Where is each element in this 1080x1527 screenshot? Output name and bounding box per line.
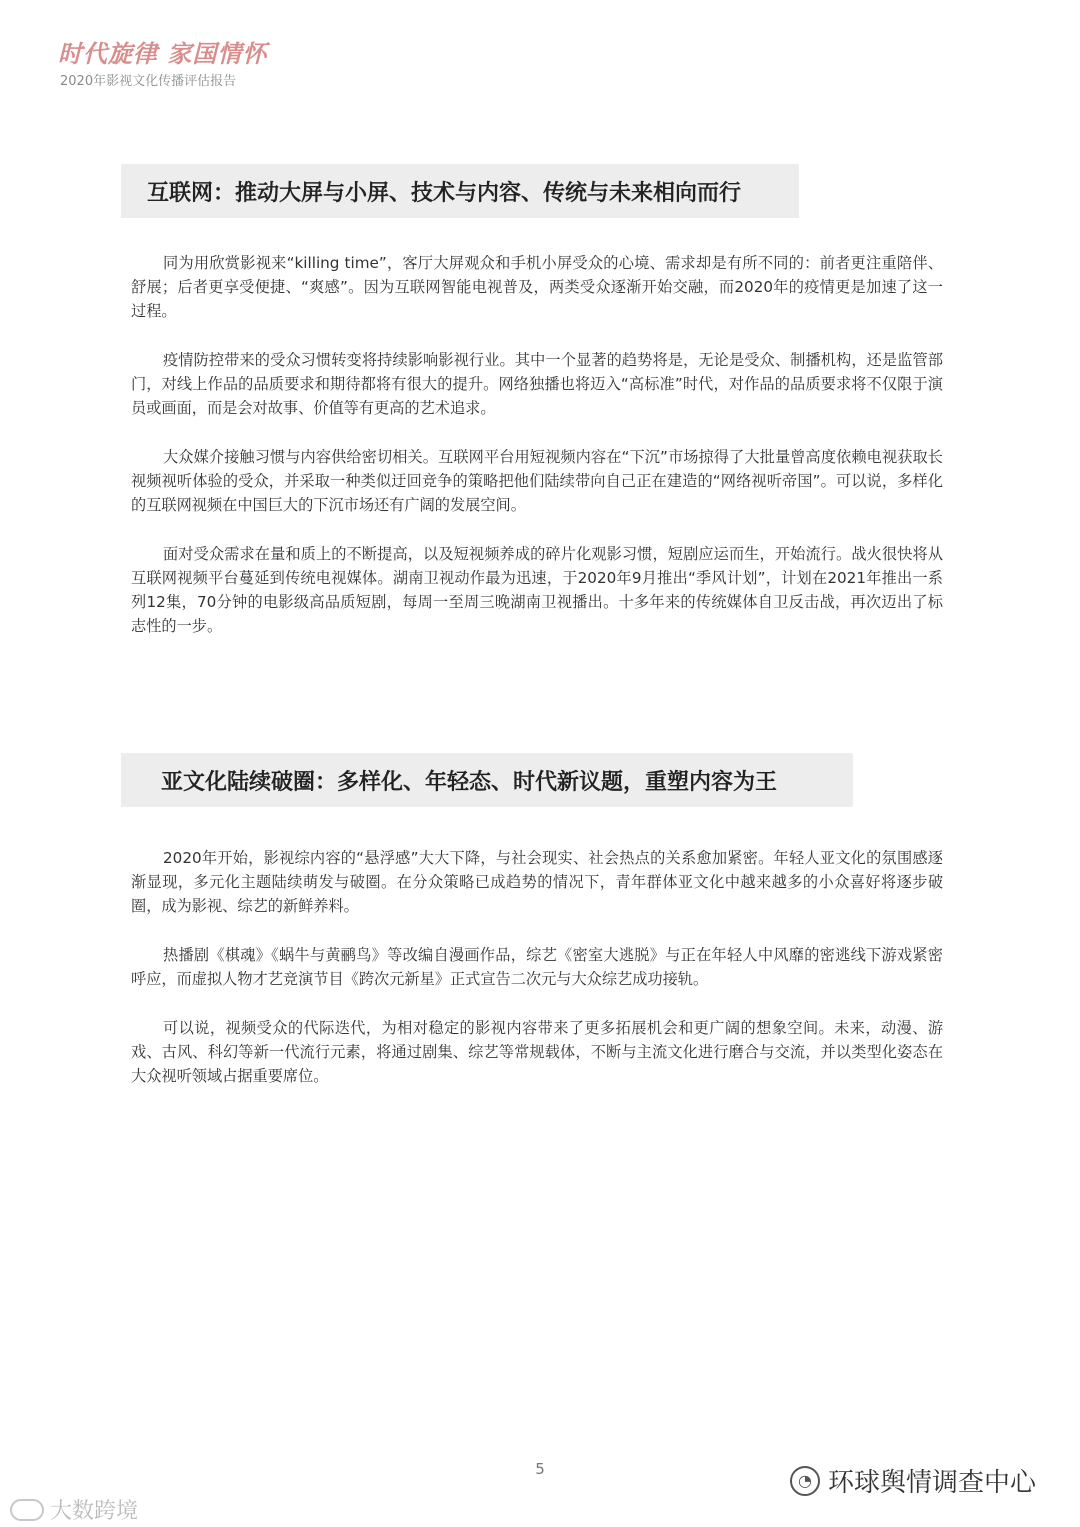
paragraph: 2020年开始，影视综内容的“悬浮感”大大下降，与社会现实、社会热点的关系愈加紧密。年轻人亚文化的氛围感逐渐显现，多元化主题陆续萌发与破圈。在分众策略已成趋势的情况下，青年群体亚文化中越来越多的小众喜好将逐步破圈，成为影视、综艺的新鲜养料。 <box>131 849 943 915</box>
paragraph: 面对受众需求在量和质上的不断提高，以及短视频养成的碎片化观影习惯，短剧应运而生，开始流行。战火很快将从互联网视频平台蔓延到传统电视媒体。湖南卫视动作最为迅速，于2020年9月推出“季风计划”，计划在2021年推出一系列12集，70分钟的电影级高品质短剧，每周一至周三晚湖南卫视播出。十多年来的传统媒体自卫反击战，再次迈出了标志性的一步。 <box>131 545 943 635</box>
page-number: 5 <box>535 1460 545 1478</box>
watermark-right-text: 环球舆情调查中心 <box>828 1468 1037 1498</box>
section-title: 亚文化陆续破圈：多样化、年轻态、时代新议题，重塑内容为王 <box>121 753 853 807</box>
brand-logo-icon <box>10 1499 44 1521</box>
watermark-right <box>790 1462 1036 1499</box>
watermark-left-text: 大数跨境 <box>50 1499 139 1524</box>
header-subtitle: 2020年影视文化传播评估报告 <box>60 74 237 89</box>
watermark-left <box>10 1494 138 1525</box>
header-logo: 时代旋律 家国情怀 <box>58 39 268 68</box>
paragraph: 同为用欣赏影视来“killing time”，客厅大屏观众和手机小屏受众的心境、需求却是有所不同的：前者更注重陪伴、舒展；后者更享受便捷、“爽感”。因为互联网智能电视普及，两类受众逐渐开始交融，而2020年的疫情更是加速了这一过程。 <box>131 254 943 320</box>
paragraph: 疫情防控带来的受众习惯转变将持续影响影视行业。其中一个显著的趋势将是，无论是受众、制播机构，还是监管部门，对线上作品的品质要求和期待都将有很大的提升。网络独播也将迈入“高标准”时代，对作品的品质要求将不仅限于演员或画面，而是会对故事、价值等有更高的艺术追求。 <box>131 351 943 417</box>
section-title: 互联网：推动大屏与小屏、技术与内容、传统与未来相向而行 <box>121 164 799 218</box>
paragraph: 可以说，视频受众的代际迭代，为相对稳定的影视内容带来了更多拓展机会和更广阔的想象空间。未来，动漫、游戏、古风、科幻等新一代流行元素，将通过剧集、综艺等常规载体，不断与主流文化进行磨合与交流，并以类型化姿态在大众视听领域占据重要席位。 <box>131 1019 943 1085</box>
paragraph: 大众媒介接触习惯与内容供给密切相关。互联网平台用短视频内容在“下沉”市场掠得了大批量曾高度依赖电视获取长视频视听体验的受众，并采取一种类似迂回竞争的策略把他们陆续带向自己正在建造的“网络视听帝国”。可以说，多样化的互联网视频在中国巨大的下沉市场还有广阔的发展空间。 <box>131 448 943 514</box>
paragraph: 热播剧《棋魂》《蜗牛与黄鹂鸟》等改编自漫画作品，综艺《密室大逃脱》与正在年轻人中风靡的密逃线下游戏紧密呼应，而虚拟人物才艺竞演节目《跨次元新星》正式宣告二次元与大众综艺成功接轨。 <box>131 946 943 988</box>
wechat-icon: ◔ <box>790 1466 820 1496</box>
